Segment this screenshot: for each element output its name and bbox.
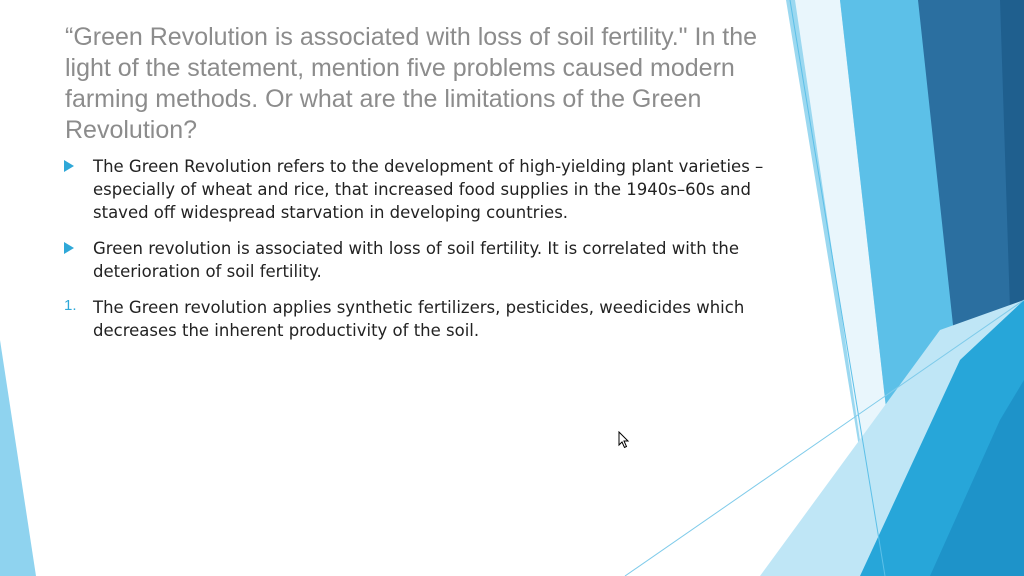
bullet-text: The Green Revolution refers to the development of high-yielding plant varieties – especially of wheat and rice, that increased food supplies in the 1940s–60s and staved off widespread starvation in developing countries. bbox=[93, 157, 764, 222]
list-item bbox=[64, 155, 764, 224]
list-number: 1. bbox=[64, 297, 77, 314]
bullet-text: The Green revolution applies synthetic fertilizers, pesticides, weedicides which decreases the inherent productivity of the soil. bbox=[93, 298, 745, 340]
bullet-text: Green revolution is associated with loss of soil fertility. It is correlated with the deterioration of soil fertility. bbox=[93, 239, 740, 281]
mouse-pointer-icon bbox=[618, 431, 630, 449]
list-item bbox=[64, 296, 764, 342]
slide-title: “Green Revolution is associated with loss of soil fertility." In the light of the statement, mention five problems caused modern farming methods. Or what are the limitations of the Green Revolution? bbox=[65, 23, 758, 144]
list-item bbox=[64, 237, 764, 283]
bullet-list bbox=[64, 155, 764, 355]
triangle-bullet-icon bbox=[64, 242, 74, 254]
triangle-bullet-icon bbox=[64, 160, 74, 172]
left-edge-shape bbox=[0, 340, 36, 576]
